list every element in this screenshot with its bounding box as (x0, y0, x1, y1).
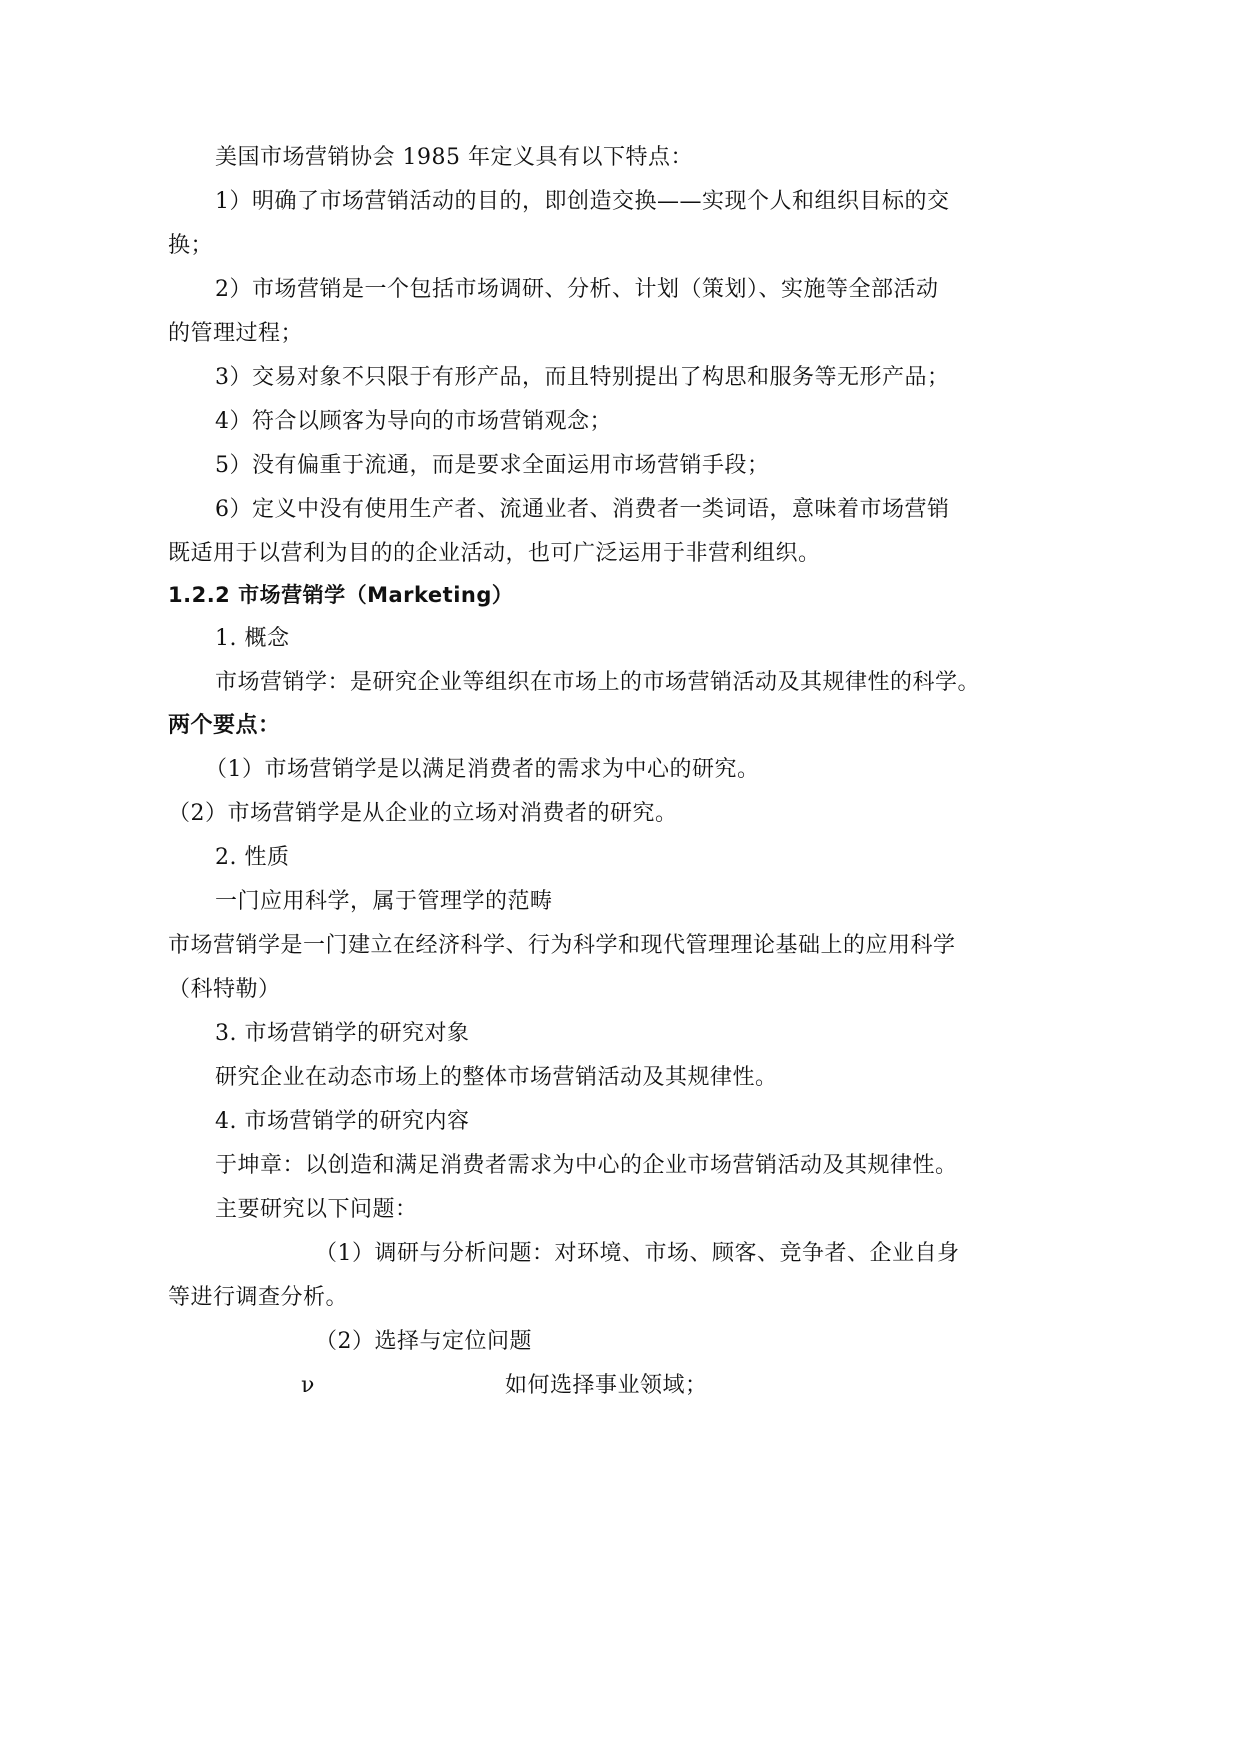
point-1-line-2: 换； (168, 233, 214, 258)
point-5: 5）没有偏重于流通，而是要求全面运用市场营销手段； (215, 453, 770, 478)
point-2-line-1: 2）市场营销是一个包括市场调研、分析、计划（策划）、实施等全部活动 (215, 277, 939, 302)
key-point-1: （1）市场营销学是以满足消费者的需求为中心的研究。 (205, 757, 760, 782)
item-4-intro: 主要研究以下问题： (215, 1197, 418, 1222)
item-1-title: 1. 概念 (215, 626, 290, 651)
intro-paragraph: 美国市场营销协会 1985 年定义具有以下特点： (215, 145, 693, 170)
point-2-line-2: 的管理过程； (168, 321, 304, 346)
section-heading: 1.2.2 市场营销学（Marketing） (168, 583, 514, 607)
item-2-description: 一门应用科学，属于管理学的范畴 (215, 889, 553, 914)
item-3-description: 研究企业在动态市场上的整体市场营销活动及其规律性。 (215, 1065, 778, 1090)
point-6-line-1: 6）定义中没有使用生产者、流通业者、消费者一类词语，意味着市场营销 (215, 497, 950, 522)
item-1-definition: 市场营销学：是研究企业等组织在市场上的市场营销活动及其规律性的科学。 (215, 670, 981, 695)
item-4-description: 于坤章：以创造和满足消费者需求为中心的企业市场营销活动及其规律性。 (215, 1153, 958, 1178)
question-2: （2）选择与定位问题 (315, 1329, 532, 1354)
item-4-title: 4. 市场营销学的研究内容 (215, 1109, 470, 1134)
item-2-quote-line-1: 市场营销学是一门建立在经济科学、行为科学和现代管理理论基础上的应用科学 (168, 933, 956, 958)
bullet-item-1: 如何选择事业领域； (505, 1373, 708, 1398)
item-2-title: 2. 性质 (215, 845, 290, 870)
point-1-line-1: 1）明确了市场营销活动的目的，即创造交换——实现个人和组织目标的交 (215, 189, 950, 214)
key-points-heading: 两个要点： (168, 713, 281, 738)
bullet-symbol: ν (301, 1373, 315, 1398)
key-point-2: （2）市场营销学是从企业的立场对消费者的研究。 (168, 801, 678, 826)
question-1-line-2: 等进行调查分析。 (168, 1285, 349, 1310)
point-4: 4）符合以顾客为导向的市场营销观念； (215, 409, 612, 434)
item-2-quote-line-2: （科特勒） (168, 977, 281, 1002)
point-3: 3）交易对象不只限于有形产品，而且特别提出了构思和服务等无形产品； (215, 365, 950, 390)
point-6-line-2: 既适用于以营利为目的的企业活动，也可广泛运用于非营利组织。 (168, 541, 821, 566)
item-3-title: 3. 市场营销学的研究对象 (215, 1021, 470, 1046)
question-1-line-1: （1）调研与分析问题：对环境、市场、顾客、竞争者、企业自身 (315, 1241, 960, 1266)
